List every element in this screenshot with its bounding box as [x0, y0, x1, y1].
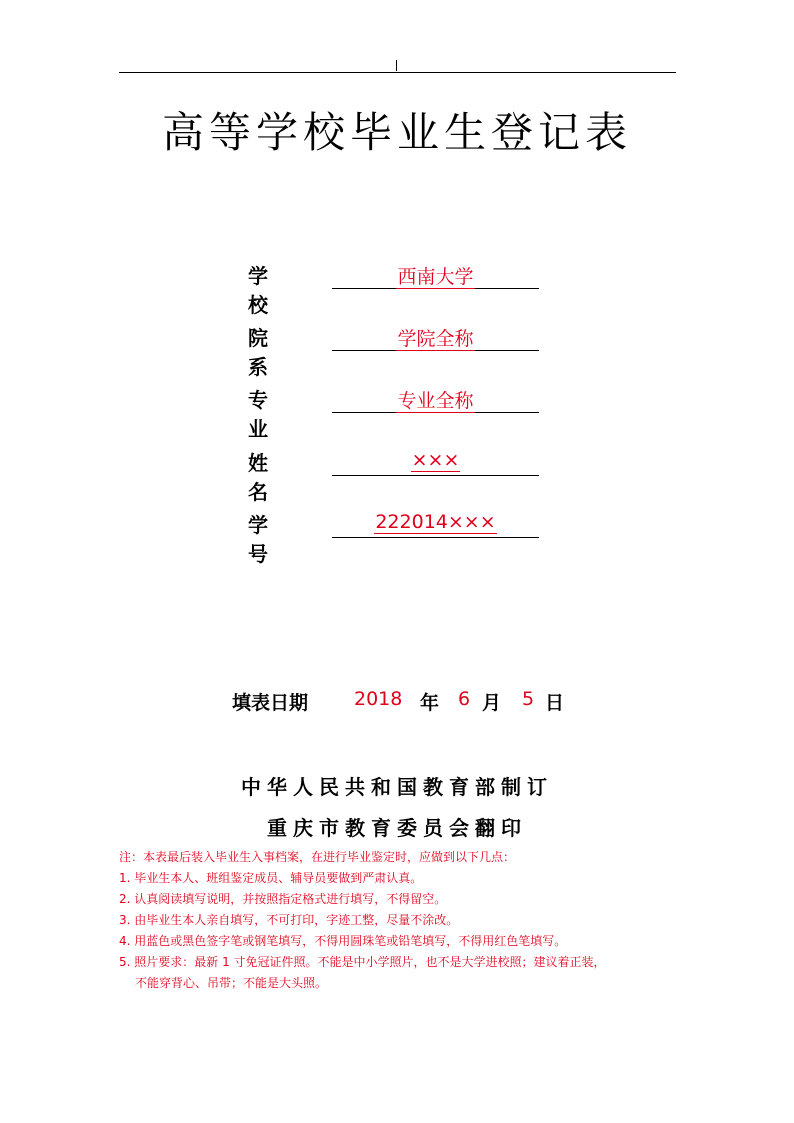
issuer-line-1: 中华人民共和国教育部制订: [241, 775, 553, 799]
date-year[interactable]: 2018: [354, 688, 403, 710]
field-value-department: 学院全称: [397, 328, 474, 350]
field-row-name: [248, 447, 548, 504]
field-row-department: [248, 322, 548, 379]
date-month-unit: 月: [482, 692, 502, 714]
field-value-name: ×××: [411, 449, 460, 471]
field-row-school: [248, 260, 548, 317]
field-line-school[interactable]: [332, 262, 539, 289]
notes-block: [119, 847, 689, 994]
note-item: 3. 由毕业生本人亲自填写，不可打印，字迹工整，尽量不涂改。: [119, 913, 459, 927]
field-label-major: 专业: [248, 388, 288, 441]
date-day-unit: 日: [545, 692, 565, 714]
note-item: 5. 照片要求：最新 1 寸免冠证件照。不能是中小学照片，也不是大学进校照；建议着正装，: [119, 955, 606, 969]
field-line-name[interactable]: [332, 449, 539, 476]
header-tick: [396, 60, 397, 71]
field-label-name: 姓名: [248, 451, 288, 504]
issuer-line-2: 重庆市教育委员会翻印: [267, 816, 527, 840]
field-label-department: 院系: [248, 326, 288, 379]
field-row-major: [248, 384, 548, 441]
header-rule: [119, 72, 676, 73]
field-value-student-id: 222014×××: [375, 511, 496, 533]
field-line-major[interactable]: [332, 386, 539, 413]
date-year-unit: 年: [420, 692, 440, 714]
field-value-school: 西南大学: [397, 266, 474, 288]
date-month[interactable]: 6: [458, 688, 471, 710]
note-item: 2. 认真阅读填写说明，并按照指定格式进行填写，不得留空。: [119, 892, 447, 906]
field-label-school: 学校: [248, 264, 288, 317]
date-label: 填表日期: [232, 692, 309, 714]
field-row-student-id: [248, 509, 548, 566]
field-line-department[interactable]: [332, 324, 539, 351]
note-item-continuation: 不能穿背心、吊带；不能是大头照。: [135, 976, 328, 990]
note-item: 1. 毕业生本人、班组鉴定成员、辅导员要做到严肃认真。: [119, 871, 423, 885]
page-title: 高等学校毕业生登记表: [161, 108, 632, 157]
note-intro: 注：本表最后装入毕业生入事档案，在进行毕业鉴定时，应做到以下几点：: [119, 850, 516, 864]
field-line-student-id[interactable]: [332, 511, 539, 538]
field-value-major: 专业全称: [397, 390, 474, 412]
date-day[interactable]: 5: [522, 688, 535, 710]
note-item: 4. 用蓝色或黑色签字笔或钢笔填写，不得用圆珠笔或铅笔填写，不得用红色笔填写。: [119, 934, 567, 948]
field-label-student-id: 学号: [248, 513, 288, 566]
